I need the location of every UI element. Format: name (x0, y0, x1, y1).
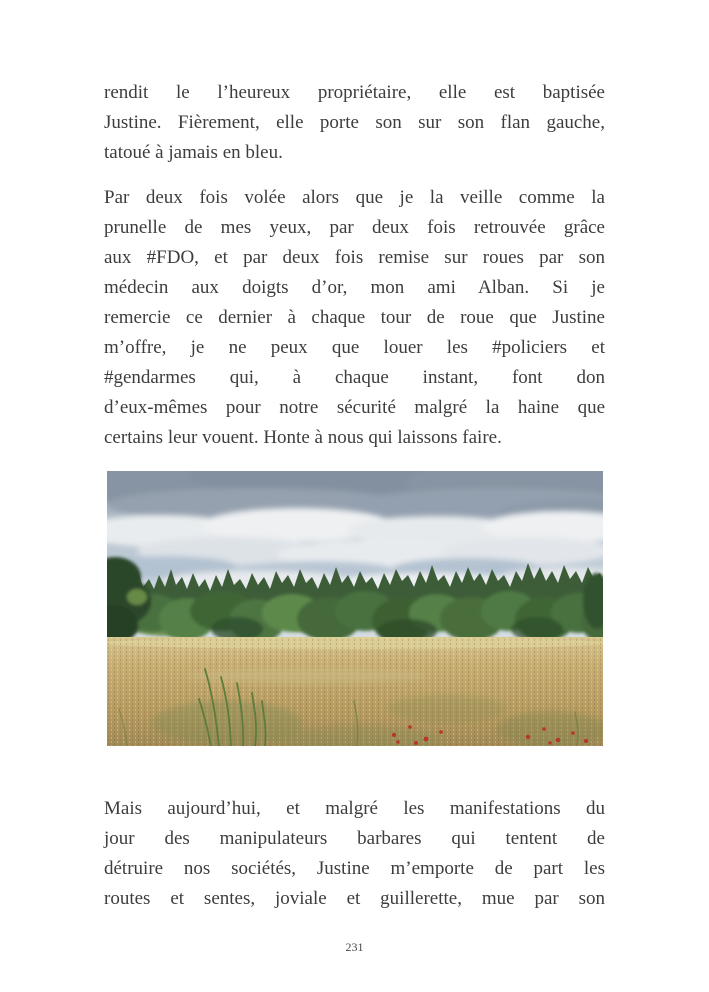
text-line: Mais aujourd’hui, et malgré les manifestations du (104, 798, 605, 819)
meadow-photo (107, 471, 603, 746)
text-line: #gendarmes qui, à chaque instant, font don (104, 367, 605, 388)
paragraph-3 (104, 794, 605, 914)
text-line: rendit le l’heureux propriétaire, elle est baptisée (104, 82, 605, 103)
paragraph-2 (104, 183, 605, 453)
page-number: 231 (345, 940, 364, 954)
text-line: routes et sentes, joviale et guillerette, mue par son (104, 888, 605, 909)
text-line: jour des manipulateurs barbares qui tentent de (104, 828, 605, 849)
text-line: m’offre, je ne peux que louer les #policiers et (104, 337, 605, 358)
text-line: Justine. Fièrement, elle porte son sur son flan gauche, (104, 112, 605, 133)
text-line: certains leur vouent. Honte à nous qui laissons faire. (104, 427, 502, 448)
paragraph-1 (104, 78, 605, 168)
text-line: prunelle de mes yeux, par deux fois retrouvée grâce (104, 217, 605, 238)
text-line: tatoué à jamais en bleu. (104, 142, 283, 163)
photo-field (107, 637, 603, 746)
text-line: d’eux-mêmes pour notre sécurité malgré la haine que (104, 397, 605, 418)
text-column (104, 0, 605, 955)
text-line: remercie ce dernier à chaque tour de roue que Justine (104, 307, 605, 328)
text-line: Par deux fois volée alors que je la veille comme la (104, 187, 605, 208)
text-line: aux #FDO, et par deux fois remise sur roues par son (104, 247, 605, 268)
meadow-photo-graphic (107, 471, 603, 746)
text-line: détruire nos sociétés, Justine m’emporte de part les (104, 858, 605, 879)
text-line: médecin aux doigts d’or, mon ami Alban. Si je (104, 277, 605, 298)
